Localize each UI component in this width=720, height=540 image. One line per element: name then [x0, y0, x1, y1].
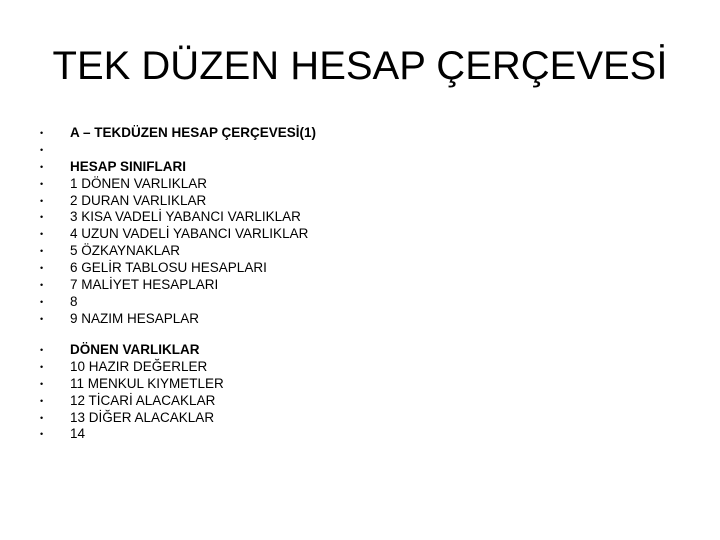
- bullet-icon: •: [40, 246, 44, 257]
- slide-title: TEK DÜZEN HESAP ÇERÇEVESİ: [52, 44, 668, 88]
- list-item-text: 9 NAZIM HESAPLAR: [70, 310, 200, 326]
- list-item-text: 4 UZUN VADELİ YABANCI VARLIKLAR: [70, 226, 309, 242]
- list-item: [40, 243, 316, 260]
- bullet-icon: •: [40, 128, 44, 138]
- list-item: [40, 311, 316, 328]
- bullet-icon: •: [40, 296, 44, 307]
- bullet-icon: •: [40, 161, 44, 172]
- list-item-text: HESAP SINIFLARI: [70, 158, 187, 174]
- list-item: [40, 294, 316, 311]
- bullet-icon: •: [40, 361, 44, 372]
- bullet-icon: •: [40, 195, 44, 206]
- current-assets-list: [40, 342, 224, 443]
- list-item: [40, 209, 316, 226]
- list-item-text: 3 KISA VADELİ YABANCI VARLIKLAR: [70, 209, 301, 225]
- list-item-text: 8: [70, 293, 78, 309]
- list-item: [40, 342, 224, 359]
- list-item: [40, 277, 316, 294]
- bullet-icon: •: [40, 144, 44, 155]
- list-item-text: 14: [70, 426, 86, 442]
- list-item: [40, 159, 316, 176]
- list-item-text: 7 MALİYET HESAPLARI: [70, 277, 219, 293]
- bullet-icon: •: [40, 429, 44, 440]
- bullet-icon: •: [40, 412, 44, 423]
- account-classes-list: [40, 125, 316, 328]
- list-item-text: 13 DİĞER ALACAKLAR: [70, 409, 215, 425]
- list-item: [40, 142, 316, 159]
- list-item-text: A – TEKDÜZEN HESAP ÇERÇEVESİ(1): [70, 125, 317, 140]
- list-item-text: 11 MENKUL KIYMETLER: [70, 375, 224, 391]
- list-item-text: 5 ÖZKAYNAKLAR: [70, 243, 181, 259]
- list-item-text: 2 DURAN VARLIKLAR: [70, 192, 207, 208]
- list-item: [40, 410, 224, 427]
- bullet-icon: •: [40, 378, 44, 389]
- bullet-icon: •: [40, 395, 44, 406]
- list-item-text: DÖNEN VARLIKLAR: [70, 342, 200, 357]
- list-item: [40, 176, 316, 193]
- bullet-icon: •: [40, 280, 44, 291]
- list-item: [40, 226, 316, 243]
- list-item-text: 10 HAZIR DEĞERLER: [70, 358, 208, 374]
- bullet-icon: •: [40, 178, 44, 189]
- list-item: [40, 260, 316, 277]
- bullet-icon: •: [40, 229, 44, 240]
- list-item: [40, 359, 224, 376]
- list-item-text: 6 GELİR TABLOSU HESAPLARI: [70, 260, 267, 276]
- list-item: [40, 426, 224, 443]
- list-item: [40, 393, 224, 410]
- list-item-text: 1 DÖNEN VARLIKLAR: [70, 175, 208, 191]
- bullet-icon: •: [40, 212, 44, 223]
- list-item-text: 12 TİCARİ ALACAKLAR: [70, 392, 216, 408]
- list-item: [40, 125, 316, 142]
- bullet-icon: •: [40, 345, 44, 355]
- bullet-icon: •: [40, 263, 44, 274]
- bullet-icon: •: [40, 313, 44, 324]
- list-item: [40, 193, 316, 210]
- list-item: [40, 376, 224, 393]
